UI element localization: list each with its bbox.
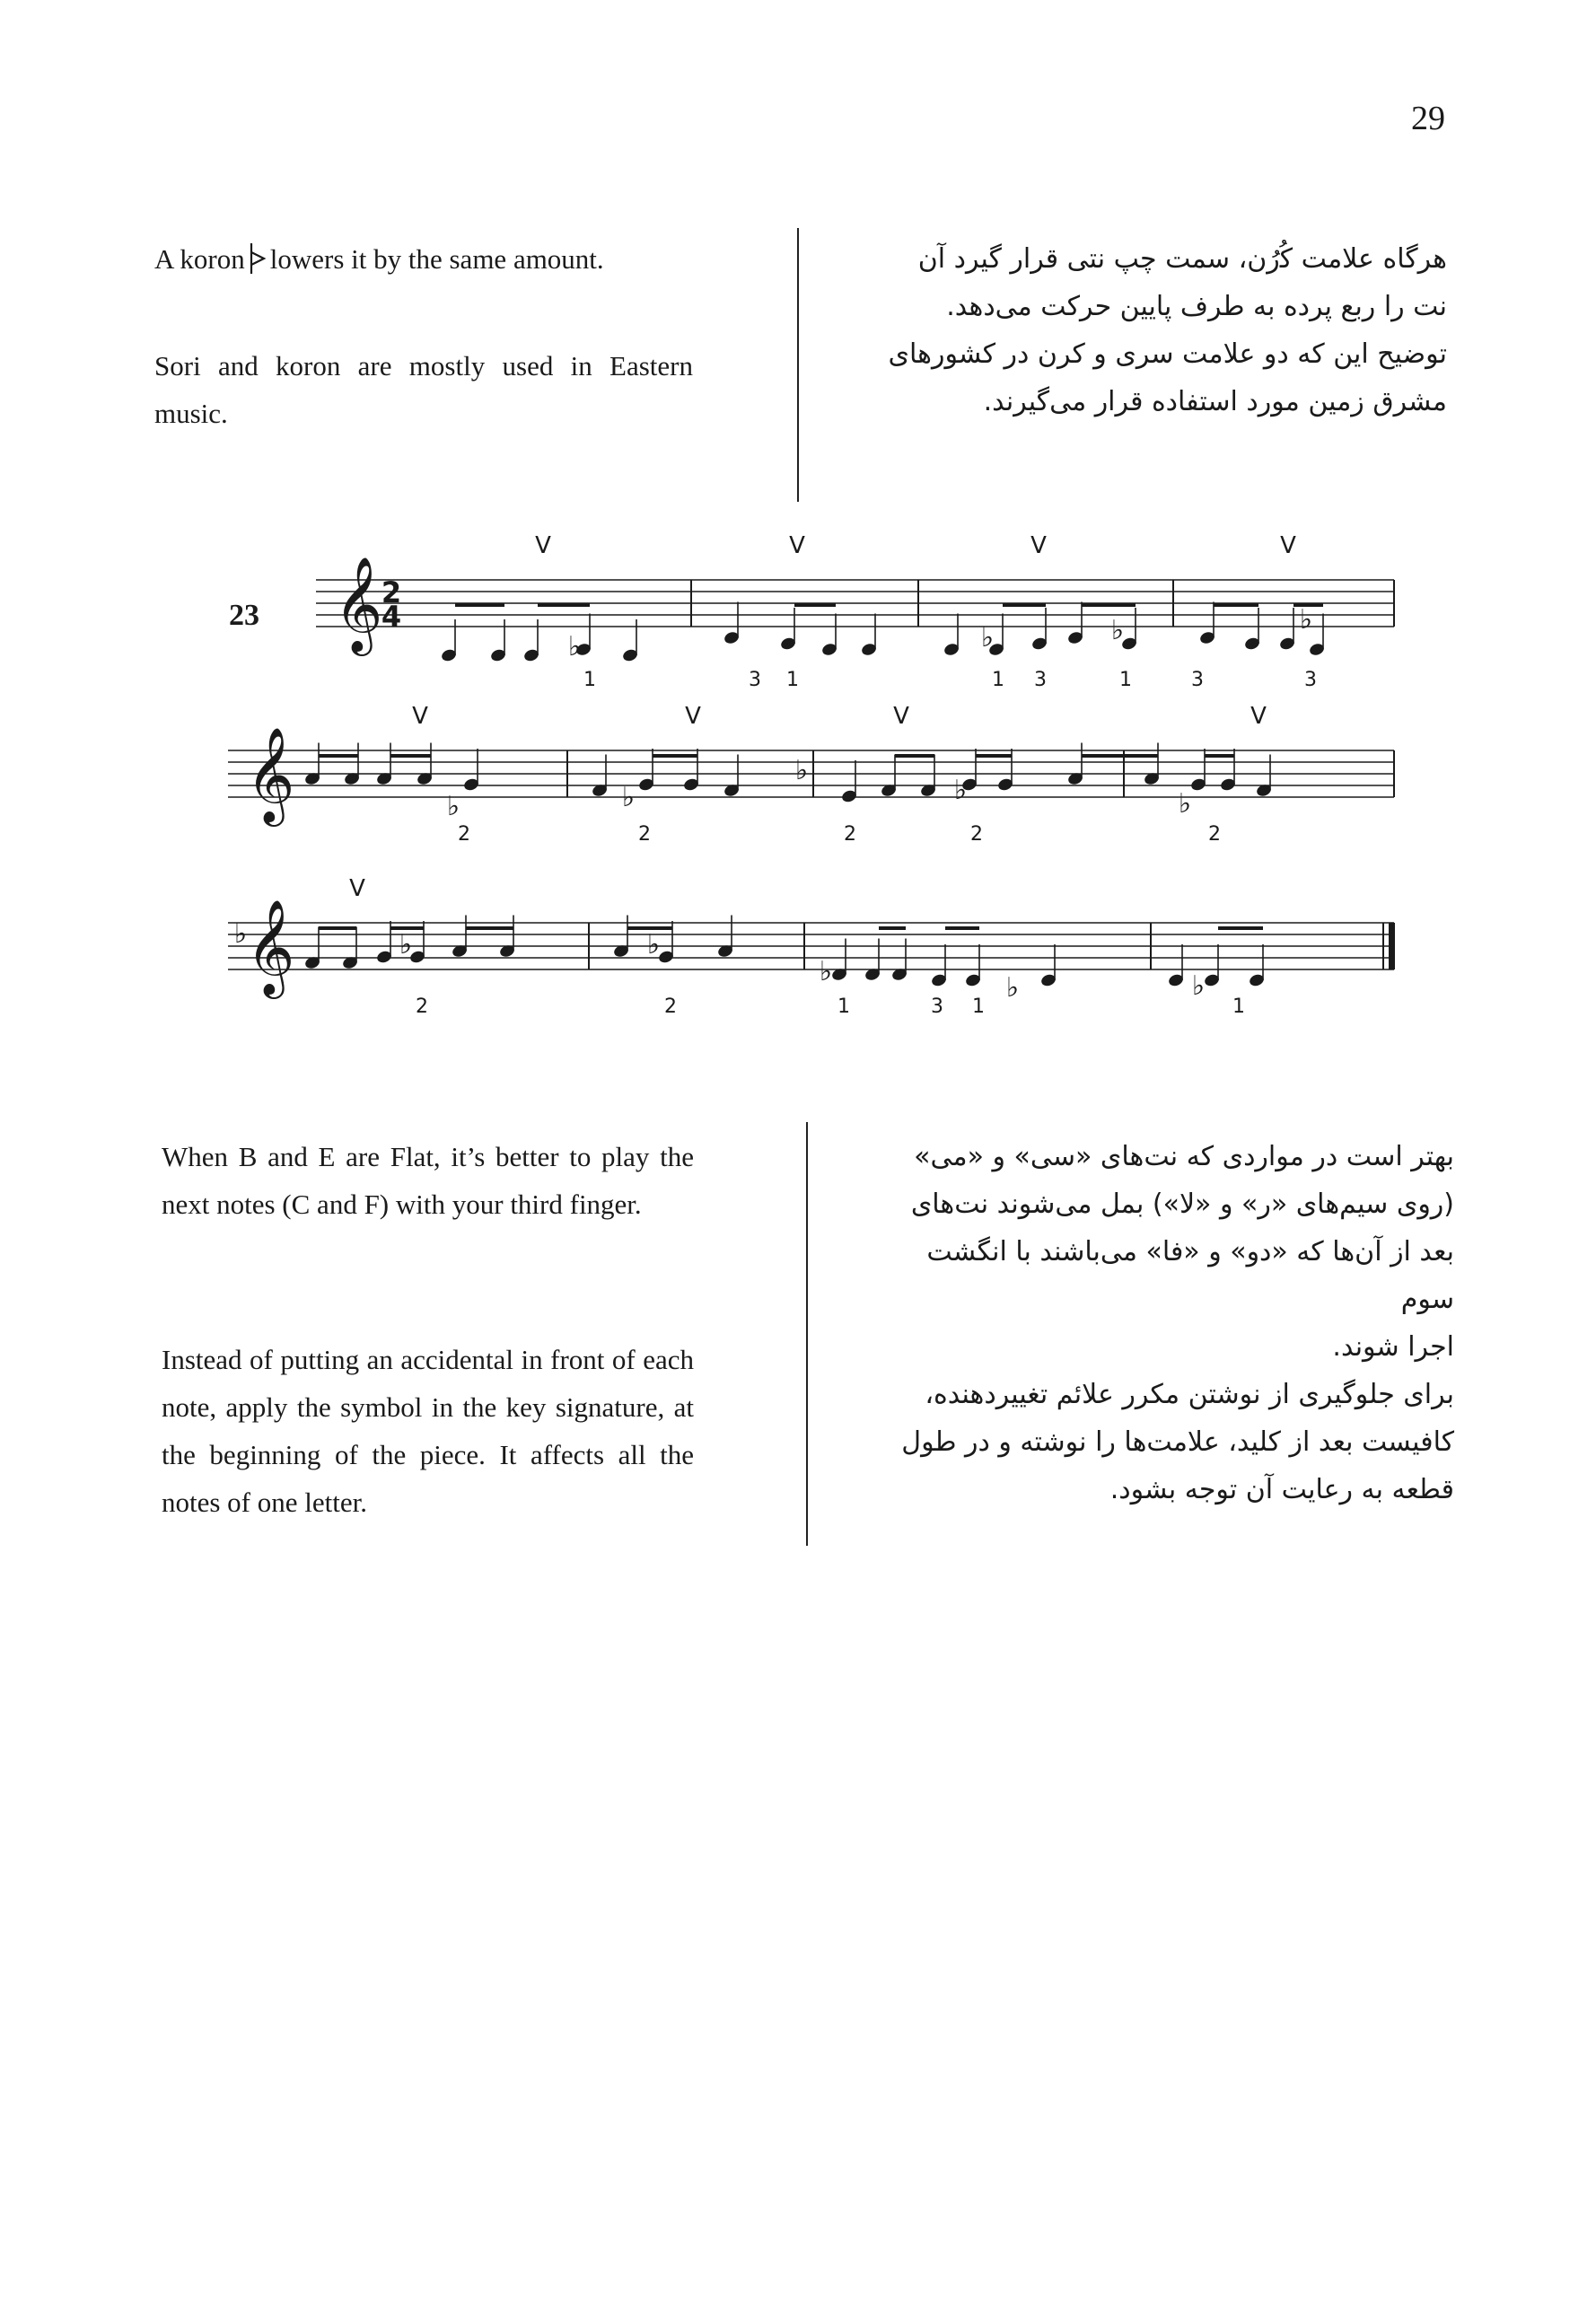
flat-sign: ♭ bbox=[953, 775, 968, 806]
persian-line: قطعه به رعایت آن توجه بشود. bbox=[1109, 1474, 1454, 1505]
fingering-number: 1 bbox=[972, 996, 985, 1018]
fingering-number: 3 bbox=[1034, 669, 1047, 691]
flat-sign: ♭ bbox=[1191, 970, 1206, 1002]
fingering-number: 3 bbox=[749, 669, 761, 691]
persian-line: (روی سیم‌های «ر» و «لا») بمل می‌شوند نت‌های bbox=[910, 1188, 1454, 1220]
fingering-number: 3 bbox=[931, 996, 943, 1018]
flat-sign: ♭ bbox=[1005, 972, 1020, 1004]
sori-koron-usage: Sori and koron are mostly used in Eastern music. bbox=[154, 350, 693, 429]
flat-sign: ♭ bbox=[794, 755, 809, 786]
up-bow-mark: V bbox=[1250, 703, 1267, 730]
column-divider-bottom bbox=[806, 1122, 808, 1546]
fingering-number: 2 bbox=[458, 823, 470, 846]
persian-line: توضیح این که دو علامت سری و کرن در کشورهای bbox=[888, 338, 1447, 370]
flat-fingering-note: When B and E are Flat, it’s better to play the next notes (C and F) with your third finger. bbox=[162, 1141, 694, 1220]
flat-sign: ♭ bbox=[233, 918, 248, 950]
flat-sign: ♭ bbox=[1299, 604, 1313, 636]
page-number: 29 bbox=[1411, 100, 1445, 137]
persian-line: برای جلوگیری از نوشتن مکرر علائم تغییردهنده، bbox=[925, 1379, 1454, 1410]
fingering-number: 2 bbox=[416, 996, 428, 1018]
flat-sign: ♭ bbox=[646, 929, 661, 960]
persian-line: هرگاه علامت ﮐُرُن، سمت چپ نتی قرار گیرد آن bbox=[917, 243, 1447, 275]
flat-sign: ♭ bbox=[621, 782, 636, 813]
score-notation bbox=[228, 532, 1394, 1018]
fingering-number: 1 bbox=[992, 669, 1004, 691]
exercise-number: 23 bbox=[229, 599, 259, 632]
treble-clef-icon: 𝄞 bbox=[246, 726, 295, 822]
flat-sign: ♭ bbox=[980, 622, 995, 653]
english-text-flats bbox=[162, 1133, 694, 1526]
fingering-number: 1 bbox=[837, 996, 850, 1018]
treble-clef-icon: 𝄞 bbox=[246, 899, 295, 995]
treble-clef-icon: 𝄞 bbox=[334, 556, 383, 652]
koron-sentence-start: A koron bbox=[154, 243, 245, 275]
flat-sign: ♭ bbox=[1110, 615, 1125, 646]
flat-sign: ♭ bbox=[819, 956, 833, 987]
time-signature-bottom: 4 bbox=[381, 600, 402, 634]
koron-sentence-end: lowers it by the same amount. bbox=[269, 243, 604, 275]
up-bow-mark: V bbox=[1030, 532, 1047, 559]
persian-line: مشرق زمین مورد استفاده قرار می‌گیرند. bbox=[983, 386, 1447, 417]
music-score-exercise-23 bbox=[0, 0, 1596, 1077]
up-bow-mark: V bbox=[412, 703, 428, 730]
flat-sign: ♭ bbox=[399, 929, 413, 960]
persian-line: اجرا شوند. bbox=[1332, 1331, 1454, 1363]
up-bow-mark: V bbox=[349, 875, 365, 902]
flat-sign: ♭ bbox=[567, 631, 582, 662]
fingering-number: 3 bbox=[1304, 669, 1317, 691]
fingering-number: 2 bbox=[970, 823, 983, 846]
fingering-number: 2 bbox=[638, 823, 651, 846]
fingering-number: 1 bbox=[1119, 669, 1132, 691]
fingering-number: 1 bbox=[583, 669, 596, 691]
persian-line: کافیست بعد از کلید، علامت‌ها را نوشته و در طول bbox=[901, 1426, 1454, 1458]
fingering-number: 2 bbox=[1208, 823, 1221, 846]
fingering-number: 1 bbox=[1232, 996, 1245, 1018]
persian-text-flats bbox=[880, 1133, 1454, 1513]
up-bow-mark: V bbox=[789, 532, 805, 559]
up-bow-mark: V bbox=[685, 703, 701, 730]
persian-line: بعد از آن‌ها که «دو» و «فا» می‌باشند با انگشت سوم bbox=[926, 1236, 1454, 1315]
fingering-number: 2 bbox=[664, 996, 677, 1018]
up-bow-mark: V bbox=[535, 532, 551, 559]
persian-line: نت را ربع پرده به طرف پایین حرکت می‌دهد. bbox=[946, 291, 1447, 322]
up-bow-mark: V bbox=[893, 703, 909, 730]
fingering-number: 3 bbox=[1191, 669, 1204, 691]
flat-sign: ♭ bbox=[1178, 788, 1192, 820]
up-bow-mark: V bbox=[1280, 532, 1296, 559]
key-signature-note: Instead of putting an accidental in front of each note, apply the symbol in the key signature, at the beginning of the piece. It affects all the notes of one letter. bbox=[162, 1344, 694, 1518]
fingering-number: 2 bbox=[844, 823, 856, 846]
flat-sign: ♭ bbox=[446, 791, 460, 822]
persian-line: بهتر است در مواردی که نت‌های «سی» و «می» bbox=[914, 1141, 1454, 1172]
time-signature-top: 2 bbox=[381, 575, 402, 610]
fingering-number: 1 bbox=[786, 669, 799, 691]
